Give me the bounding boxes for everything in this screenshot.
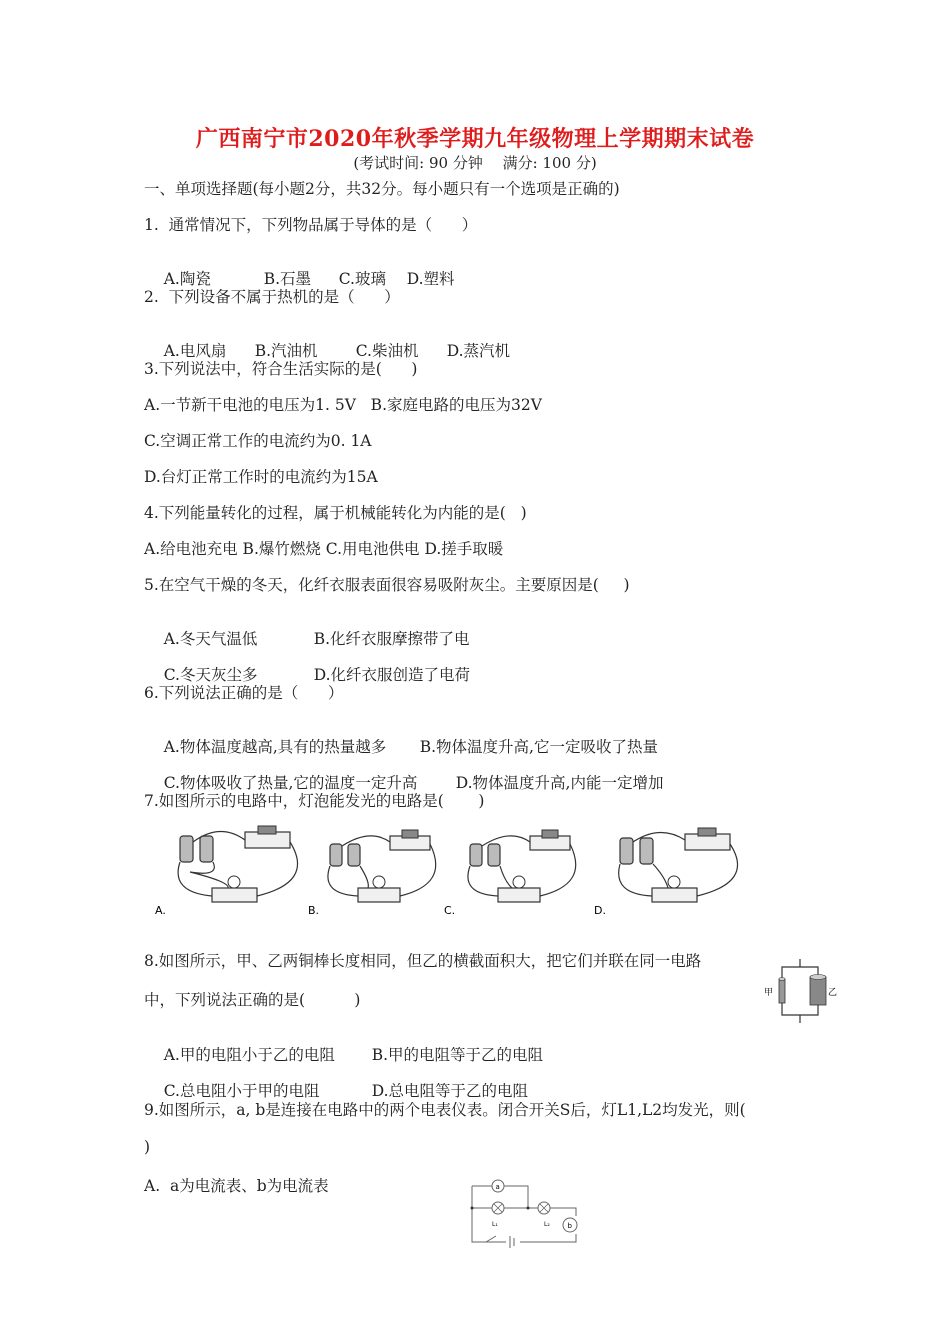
q7-label-b: B. — [308, 904, 320, 917]
circuit-figure-b — [308, 830, 436, 917]
question-8-stem-line-1: 8.如图所示，甲、乙两铜棒长度相同，但乙的横截面积大，把它们并联在同一电路 — [144, 952, 702, 970]
question-1-stem: 1. 通常情况下，下列物品属于导体的是（ ） — [144, 216, 478, 234]
q5-option-a: A.冬天气温低 — [163, 630, 258, 648]
question-9-stem-line-2: ) — [144, 1138, 151, 1156]
question-9-option-a: A. a为电流表、b为电流表 — [144, 1177, 329, 1195]
section-heading: 一、单项选择题(每小题2分，共32分。每小题只有一个选项是正确的) — [144, 180, 620, 198]
q6-option-c: C.物体吸收了热量,它的温度一定升高 — [163, 774, 418, 792]
q7-label-a: A. — [155, 904, 166, 917]
q2-option-c: C.柴油机 — [355, 342, 419, 360]
q1-option-a: A.陶瓷 — [163, 270, 211, 288]
question-3-line-2: C.空调正常工作的电流约为0. 1A — [144, 432, 372, 450]
q5-option-d: D.化纤衣服创造了电荷 — [313, 666, 471, 684]
question-8-stem-line-2: 中，下列说法正确的是( ) — [144, 991, 361, 1009]
circuit-figure-a — [155, 826, 298, 917]
question-3-line-3: D.台灯正常工作时的电流约为15A — [144, 468, 378, 486]
q9-lamp-2: L₂ — [544, 1221, 550, 1228]
question-3-line-1: A.一节新干电池的电压为1. 5V B.家庭电路的电压为32V — [144, 396, 542, 414]
q7-label-d: D. — [594, 904, 606, 917]
q9-meter-a: a — [495, 1183, 500, 1191]
q6-option-b: B.物体温度升高,它一定吸收了热量 — [419, 738, 658, 756]
q8-option-c: C.总电阻小于甲的电阻 — [163, 1082, 320, 1100]
q8-option-a: A.甲的电阻小于乙的电阻 — [163, 1046, 335, 1064]
q8-copper-rods-figure — [762, 957, 838, 1027]
question-9-stem-line-1: 9.如图所示，a, b是连接在电路中的两个电表仪表。闭合开关S后，灯L1,L2均发光，则( — [144, 1101, 746, 1119]
q9-circuit-figure — [466, 1176, 586, 1254]
question-4-options: A.给电池充电 B.爆竹燃烧 C.用电池供电 D.搓手取暖 — [144, 540, 504, 558]
q5-option-c: C.冬天灰尘多 — [163, 666, 258, 684]
q8-label-yi: 乙 — [828, 988, 838, 998]
q9-meter-b: b — [567, 1222, 572, 1230]
question-6-stem: 6.下列说法正确的是（ ） — [144, 684, 344, 702]
question-7-stem: 7.如图所示的电路中，灯泡能发光的电路是( ) — [144, 792, 485, 810]
q1-option-c: C.玻璃 — [338, 270, 386, 288]
q1-option-d: D.塑料 — [406, 270, 455, 288]
circuit-figure-c — [444, 830, 576, 917]
q6-option-a: A.物体温度越高,具有的热量越多 — [163, 738, 387, 756]
q1-option-b: B.石墨 — [263, 270, 312, 288]
q9-lamp-1: L₁ — [492, 1221, 498, 1228]
q2-option-d: D.蒸汽机 — [446, 342, 511, 360]
question-3-stem: 3.下列说法中，符合生活实际的是( ) — [144, 360, 418, 378]
q7-label-c: C. — [444, 904, 456, 917]
q8-option-b: B.甲的电阻等于乙的电阻 — [371, 1046, 544, 1064]
q5-option-b: B.化纤衣服摩擦带了电 — [313, 630, 470, 648]
q8-label-jia: 甲 — [764, 988, 774, 998]
question-5-stem: 5.在空气干燥的冬天，化纤衣服表面很容易吸附灰尘。主要原因是( ) — [144, 576, 630, 594]
q7-circuit-figures — [150, 822, 740, 922]
q6-option-d: D.物体温度升高,内能一定增加 — [455, 774, 664, 792]
q8-option-d: D.总电阻等于乙的电阻 — [371, 1082, 529, 1100]
q2-option-a: A.电风扇 — [163, 342, 227, 360]
question-2-stem: 2. 下列设备不属于热机的是（ ） — [144, 288, 400, 306]
question-4-stem: 4.下列能量转化的过程，属于机械能转化为内能的是( ) — [144, 504, 527, 522]
page-title: 广西南宁市2020年秋季学期九年级物理上学期期末试卷 — [195, 126, 755, 152]
exam-info: (考试时间: 90 分钟 满分: 100 分) — [353, 154, 597, 172]
q2-option-b: B.汽油机 — [254, 342, 318, 360]
circuit-figure-d — [594, 828, 738, 917]
